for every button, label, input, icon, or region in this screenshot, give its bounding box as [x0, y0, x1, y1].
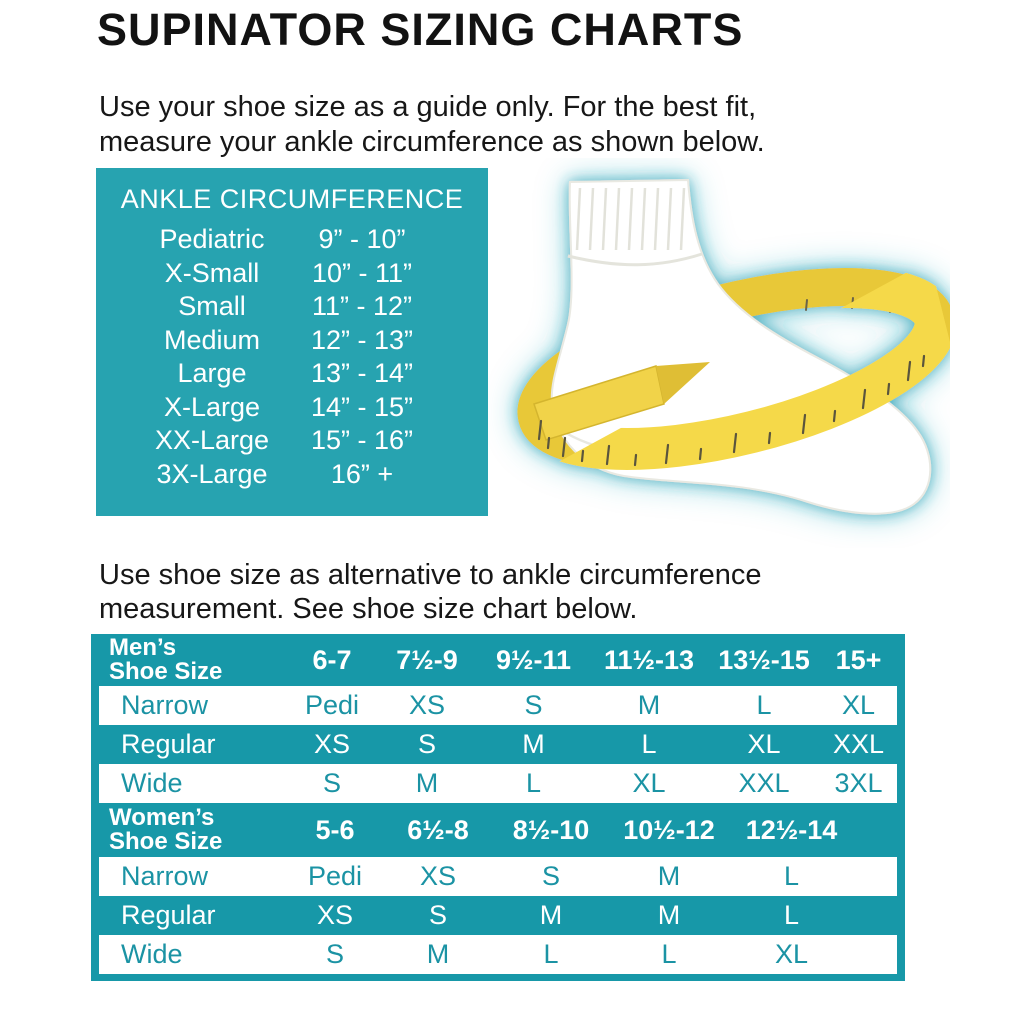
size-cell: XL — [747, 729, 781, 759]
ankle-size-label: Medium — [163, 324, 261, 355]
womens-header-row — [91, 803, 905, 857]
womens-col-header: 5-6 — [315, 814, 355, 845]
ankle-size-row — [96, 357, 488, 391]
size-cell: XL — [632, 768, 666, 798]
ankle-size-range: 14” - 15” — [310, 391, 414, 422]
size-cell: S — [325, 939, 344, 969]
size-cell: M — [415, 768, 439, 798]
ankle-size-row — [96, 223, 488, 257]
size-cell: L — [525, 768, 542, 798]
size-cell: XS — [408, 690, 446, 720]
womens-wide-row — [99, 935, 897, 974]
ankle-size-range: 10” - 11” — [311, 257, 413, 288]
mens-header-row — [91, 634, 905, 686]
ankle-size-range: 13” - 14” — [310, 358, 414, 388]
ankle-size-label: 3X-Large — [156, 458, 268, 489]
size-cell: S — [541, 861, 560, 891]
row-label: Regular — [121, 729, 216, 759]
mens-label-line-2: Shoe Size — [109, 658, 223, 685]
size-cell: L — [641, 729, 657, 759]
size-cell: S — [524, 690, 543, 720]
row-label: Narrow — [121, 861, 209, 891]
size-cell: M — [637, 690, 661, 720]
womens-narrow-row — [99, 857, 897, 896]
ankle-measurement-illustration — [488, 158, 950, 548]
mens-col-header: 13½-15 — [718, 644, 810, 675]
mens-regular-row — [91, 725, 905, 764]
row-label: Wide — [121, 768, 183, 798]
size-cell: S — [417, 729, 436, 759]
ankle-size-row — [96, 257, 488, 291]
glow-group — [521, 180, 950, 514]
size-cell: L — [543, 939, 559, 969]
size-cell: M — [426, 939, 450, 969]
alt-line-1: Use shoe size as alternative to ankle circumference — [99, 559, 762, 591]
size-cell: XS — [316, 900, 354, 930]
ankle-size-label: X-Large — [163, 391, 261, 422]
mens-col-header: 11½-13 — [603, 644, 695, 675]
row-label: Regular — [121, 900, 216, 930]
row-label: Narrow — [121, 690, 209, 720]
mens-col-header: 7½-9 — [396, 644, 458, 675]
page-title: SUPINATOR SIZING CHARTS — [97, 4, 744, 55]
size-cell: M — [657, 900, 681, 930]
ankle-panel-title: ANKLE CIRCUMFERENCE — [120, 184, 464, 214]
size-cell: S — [322, 768, 341, 798]
shoe-size-table — [91, 634, 905, 981]
womens-table-label — [99, 806, 287, 854]
womens-label-line-2: Shoe Size — [109, 828, 223, 855]
size-cell: L — [661, 939, 677, 969]
ankle-circumference-panel — [96, 168, 488, 516]
ankle-size-range: 9” - 10” — [318, 224, 406, 254]
mens-col-header: 15+ — [835, 644, 882, 675]
ankle-size-label: Small — [178, 291, 246, 321]
womens-col-header: 12½-14 — [745, 814, 838, 845]
ankle-size-row — [96, 290, 488, 324]
intro-line-2: measure your ankle circumference as shown below. — [99, 126, 765, 158]
mens-col-header: 6-7 — [312, 644, 352, 675]
ankle-size-label: X-Small — [164, 257, 260, 288]
size-cell: XS — [313, 729, 351, 759]
mens-label-line-1: Men’s — [109, 634, 177, 661]
size-cell: L — [783, 900, 800, 930]
size-cell: L — [783, 861, 800, 891]
ankle-size-label: XX-Large — [154, 425, 270, 455]
womens-col-header: 8½-10 — [512, 814, 590, 845]
size-cell: M — [657, 861, 681, 891]
size-cell: M — [539, 900, 563, 930]
ankle-size-row — [96, 458, 488, 492]
size-cell: S — [428, 900, 447, 930]
alt-line-2: measurement. See shoe size chart below. — [99, 593, 638, 625]
mens-table-label — [99, 636, 287, 684]
mens-wide-row — [99, 764, 897, 803]
ankle-size-row — [96, 324, 488, 358]
size-cell: XXL — [738, 768, 790, 798]
size-cell: M — [522, 729, 545, 759]
ankle-size-range: 12” - 13” — [310, 324, 414, 355]
intro-line-1: Use your shoe size as a guide only. For the best fit, — [99, 91, 757, 123]
size-cell: 3XL — [834, 768, 883, 798]
foot-tape-graphic — [488, 158, 950, 548]
row-label: Wide — [121, 939, 183, 969]
size-cell: XL — [841, 690, 876, 720]
size-cell: Pedi — [304, 690, 360, 720]
size-cell: XS — [419, 861, 457, 891]
womens-col-header: 10½-12 — [623, 814, 715, 845]
ankle-size-range: 15” - 16” — [310, 425, 414, 455]
alternative-paragraph — [99, 558, 761, 626]
size-cell: XXL — [832, 729, 885, 759]
ankle-size-range: 11” - 12” — [311, 291, 413, 321]
size-cell: L — [756, 690, 772, 720]
ankle-size-row — [96, 391, 488, 425]
ankle-size-row — [96, 424, 488, 458]
ankle-size-label: Large — [177, 358, 247, 388]
womens-label-line-1: Women’s — [109, 804, 215, 831]
womens-regular-row — [91, 896, 905, 935]
ankle-size-label: Pediatric — [159, 224, 265, 254]
size-cell: XL — [774, 939, 809, 969]
intro-paragraph — [99, 90, 765, 160]
womens-col-header: 6½-8 — [407, 814, 469, 845]
mens-col-header: 9½-11 — [495, 644, 572, 675]
size-cell: Pedi — [307, 861, 363, 891]
mens-narrow-row — [99, 686, 897, 725]
ankle-size-range: 16” + — [330, 458, 394, 489]
